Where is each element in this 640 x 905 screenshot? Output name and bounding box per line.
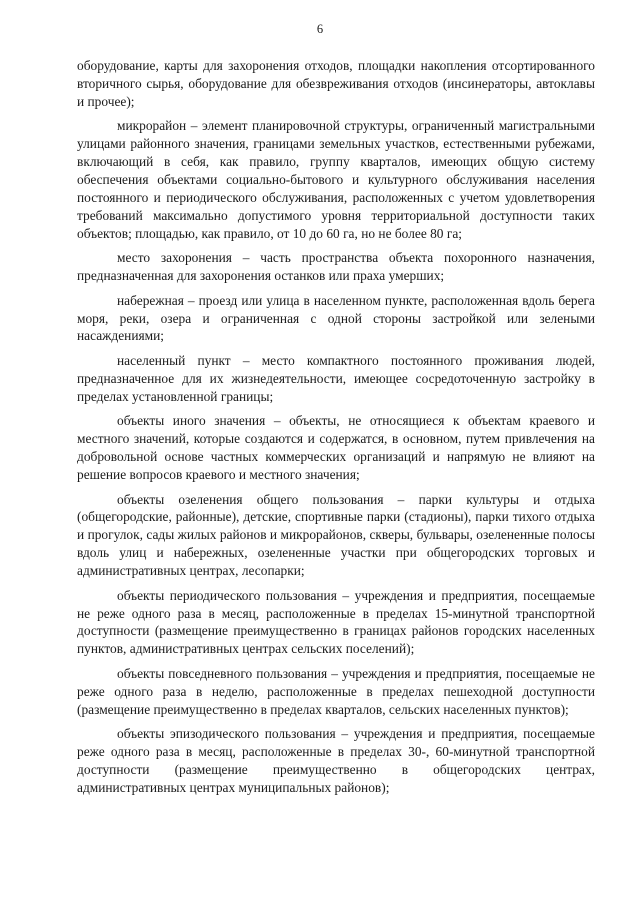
paragraph-naberezhnaya: набережная – проезд или улица в населенном пункте, расположенная вдоль берега моря, реки, озера и ограниченная с одной стороны застройкой или зелеными насаждениями; [77, 292, 595, 344]
page-number: 6 [316, 22, 324, 36]
paragraph-obekty-povsednevnogo: объекты повседневного пользования – учреждения и предприятия, посещаемые не реже одного раза в неделю, расположенные в пределах пешеходной доступности (размещение преимущественно в пределах кварталов, сельских населенных пунктов); [77, 665, 595, 717]
paragraph-obekty-epizodicheskogo: объекты эпизодического пользования – учреждения и предприятия, посещаемые реже одного раза в месяц, расположенные в пределах 30-, 60-минутной транспортной доступности (размещение преимущественно в общегородских центрах, административных центрах муниципальных районов); [77, 726, 595, 795]
paragraph-obekty-ozeleneniya: объекты озеленения общего пользования – парки культуры и отдыха (общегородские, районные), детские, спортивные парки (стадионы), парки тихого отдыха и прогулок, сады жилых районов и микрорайонов, скверы, бульвары, озелененные полосы вдоль улиц и набережных, озелененные участки при общегородских торговых и административных центрах, лесопарки; [77, 491, 595, 579]
paragraph-equipment-continuation: оборудование, карты для захоронения отходов, площадки накопления отсортированного вторичного сырья, оборудование для обезвреживания отходов (инсинераторы, автоклавы и прочее); [77, 58, 595, 109]
paragraph-obekty-periodicheskogo: объекты периодического пользования – учреждения и предприятия, посещаемые не реже одного раза в месяц, расположенные в пределах 15-минутной транспортной доступности (размещение преимущественно в границах районов городских населенных пунктов, административных центрах сельских поселений); [77, 587, 595, 657]
paragraph-obekty-inogo-znacheniya: объекты иного значения – объекты, не относящиеся к объектам краевого и местного значений, которые создаются и содержатся, в основном, путем привлечения на добровольной основе частных коммерческих организаций и напрямую не влияют на решение вопросов краевого и местного значения; [77, 413, 595, 482]
paragraph-naselenny-punkt: населенный пункт – место компактного постоянного проживания людей, предназначенное для их жизнедеятельности, имеющее сосредоточенную застройку в пределах установленной границы; [77, 352, 595, 404]
paragraph-mesto-zahoroneniya: место захоронения – часть пространства объекта похоронного назначения, предназначенная для захоронения останков или праха умерших; [77, 250, 595, 284]
paragraph-mikrorayon: микрорайон – элемент планировочной структуры, ограниченный магистральными улицами районного значения, границами земельных участков, естественными рубежами, включающий в себя, как правило, группу кварталов, имеющих общую систему обеспечения объектами социально-бытового и культурного обслуживания населения постоянного и периодического обслуживания, расположенных с учетом удовлетворения требований максимально допустимого уровня территориальной доступности таких объектов; площадью, как правило, от 10 до 60 га, но не более 80 га; [77, 118, 595, 241]
document-body [77, 57, 595, 803]
